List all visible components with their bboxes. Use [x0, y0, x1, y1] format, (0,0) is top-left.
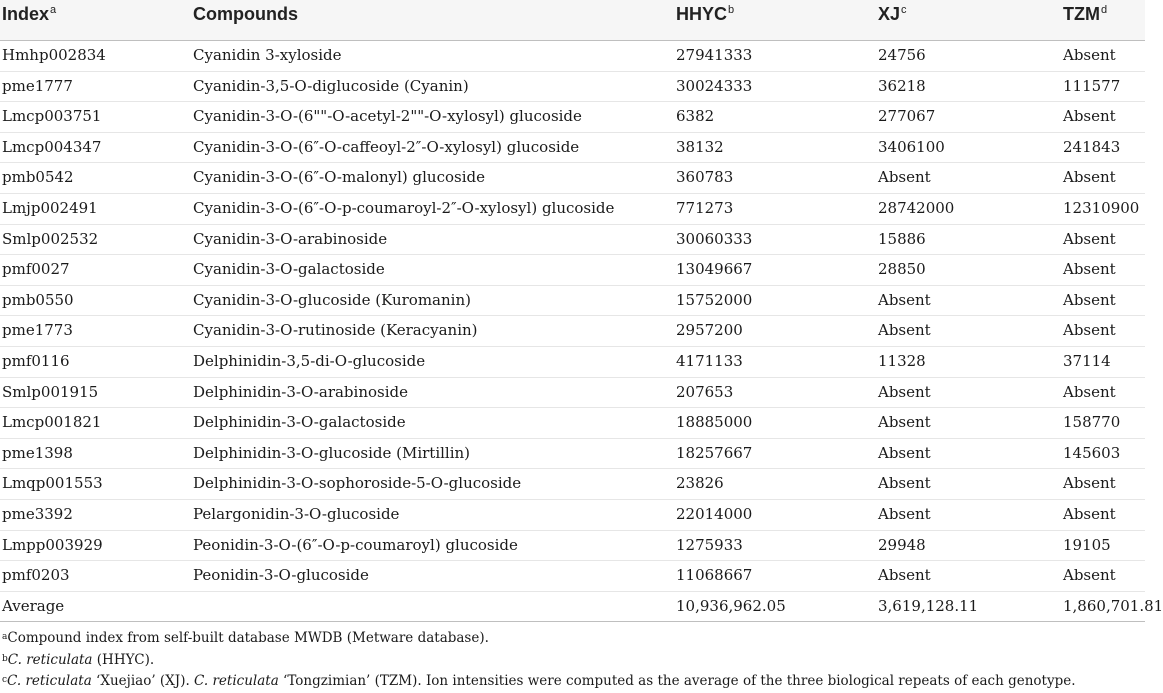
- cell-tzm: Absent: [1063, 566, 1116, 585]
- cell-compound: Peonidin-3-O-glucoside: [193, 566, 369, 585]
- table-row: [0, 133, 1145, 164]
- cell-tzm: Absent: [1063, 229, 1116, 248]
- average-row: [0, 592, 1163, 623]
- cell-tzm: 145603: [1063, 443, 1121, 462]
- cell-tzm: Absent: [1063, 46, 1116, 64]
- cell-compound: Cyanidin-3-O-glucoside (Kuromanin): [193, 290, 471, 309]
- cell-hhyc: 18257667: [676, 443, 753, 462]
- cell-compound: Delphinidin-3,5-di-O-glucoside: [193, 351, 426, 370]
- cell-hhyc: 23826: [676, 474, 724, 493]
- cell-tzm: Absent: [1063, 382, 1116, 401]
- cell-hhyc: 360783: [676, 168, 734, 187]
- cell-tzm: Absent: [1063, 168, 1116, 187]
- table-row: [0, 378, 1145, 409]
- cell-hhyc: 30024333: [676, 76, 753, 95]
- cell-compound: Pelargonidin-3-O-glucoside: [193, 504, 400, 523]
- table-row: [0, 408, 1145, 439]
- cell-xj: 36218: [878, 76, 926, 95]
- cell-hhyc: 1275933: [676, 535, 743, 554]
- table-row: [0, 439, 1145, 470]
- cell-compound: Delphinidin-3-O-glucoside (Mirtillin): [193, 443, 471, 462]
- table-row: [0, 194, 1145, 225]
- cell-tzm: Absent: [1063, 107, 1116, 126]
- cell-xj: 15886: [878, 229, 926, 248]
- cell-tzm: 158770: [1063, 413, 1121, 432]
- footnote-c: $^c$C. reticulata ‘Xuejiao’ (XJ). C. reticulata ‘Tongzimian’ (TZM). Ion intensities were computed as the average of the three biological repeats of each genotype.: [2, 673, 1076, 689]
- cell-xj: Absent: [878, 443, 931, 462]
- average-xj: 3,619,128.11: [878, 596, 979, 615]
- cell-index: pmb0550: [2, 290, 74, 309]
- cell-index: Lmcp003751: [2, 107, 102, 126]
- cell-tzm: 37114: [1063, 351, 1111, 370]
- cell-index: Lmpp003929: [2, 535, 103, 554]
- cell-compound: Cyanidin-3,5-O-diglucoside (Cyanin): [193, 76, 469, 95]
- cell-xj: 3406100: [878, 137, 945, 156]
- cell-xj: Absent: [878, 321, 931, 340]
- table-row: [0, 41, 1145, 72]
- average-tzm: 1,860,701.81: [1063, 596, 1163, 615]
- cell-hhyc: 22014000: [676, 504, 753, 523]
- cell-hhyc: 2957200: [676, 321, 743, 340]
- cell-index: Lmjp002491: [2, 198, 98, 217]
- cell-xj: Absent: [878, 382, 931, 401]
- cell-xj: 28742000: [878, 198, 955, 217]
- cell-tzm: 111577: [1063, 76, 1121, 95]
- cell-xj: Absent: [878, 413, 931, 432]
- cell-compound: Cyanidin-3-O-(6″-O-p-coumaroyl-2″-O-xylosyl) glucoside: [193, 198, 615, 217]
- cell-compound: Delphinidin-3-O-sophoroside-5-O-glucoside: [193, 474, 522, 493]
- cell-tzm: Absent: [1063, 290, 1116, 309]
- table-row: [0, 347, 1145, 378]
- cell-index: pmf0203: [2, 566, 70, 585]
- header-compounds: Compounds: [193, 4, 298, 24]
- cell-tzm: 241843: [1063, 137, 1121, 156]
- cell-index: pmf0027: [2, 260, 70, 279]
- cell-hhyc: 13049667: [676, 260, 753, 279]
- cell-compound: Cyanidin-3-O-arabinoside: [193, 229, 388, 248]
- cell-index: Smlp001915: [2, 382, 99, 401]
- cell-xj: 11328: [878, 351, 926, 370]
- cell-xj: Absent: [878, 290, 931, 309]
- table-row: [0, 72, 1145, 103]
- table-header: [0, 0, 1145, 41]
- cell-hhyc: 30060333: [676, 229, 753, 248]
- cell-xj: 24756: [878, 46, 926, 64]
- cell-index: pmb0542: [2, 168, 74, 187]
- cell-tzm: Absent: [1063, 321, 1116, 340]
- cell-tzm: Absent: [1063, 260, 1116, 279]
- cell-hhyc: 27941333: [676, 46, 753, 64]
- cell-hhyc: 15752000: [676, 290, 753, 309]
- footnotes: [2, 628, 1076, 693]
- footnote-a: $^a$Compound index from self-built database MWDB (Metware database).: [2, 630, 489, 646]
- cell-hhyc: 4171133: [676, 351, 743, 370]
- cell-index: pme1777: [2, 76, 73, 95]
- cell-xj: Absent: [878, 566, 931, 585]
- cell-index: pme1773: [2, 321, 73, 340]
- cell-hhyc: 11068667: [676, 566, 753, 585]
- table-row: [0, 163, 1145, 194]
- cell-compound: Cyanidin-3-O-(6″-O-caffeoyl-2″-O-xylosyl) glucoside: [193, 137, 580, 156]
- cell-index: Lmqp001553: [2, 474, 103, 493]
- table-row: [0, 286, 1145, 317]
- cell-xj: 277067: [878, 107, 936, 126]
- cell-compound: Cyanidin-3-O-(6″-O-malonyl) glucoside: [193, 168, 486, 187]
- cell-compound: Delphinidin-3-O-arabinoside: [193, 382, 408, 401]
- cell-xj: Absent: [878, 168, 931, 187]
- cell-hhyc: 18885000: [676, 413, 753, 432]
- cell-compound: Cyanidin-3-O-galactoside: [193, 260, 385, 279]
- cell-compound: Delphinidin-3-O-galactoside: [193, 413, 406, 432]
- cell-xj: Absent: [878, 474, 931, 493]
- average-label: Average: [2, 596, 65, 615]
- table-row: [0, 500, 1145, 531]
- cell-index: pmf0116: [2, 351, 70, 370]
- table-row: [0, 225, 1145, 256]
- cell-hhyc: 771273: [676, 198, 734, 217]
- cell-tzm: 19105: [1063, 535, 1111, 554]
- header-xj: $XJ^c$: [878, 4, 907, 24]
- cell-hhyc: 207653: [676, 382, 734, 401]
- cell-compound: Peonidin-3-O-(6″-O-p-coumaroyl) glucoside: [193, 535, 518, 554]
- cell-index: Lmcp001821: [2, 413, 102, 432]
- table-row: [0, 561, 1145, 592]
- cell-xj: Absent: [878, 504, 931, 523]
- table-row: [0, 469, 1145, 500]
- table-row: [0, 255, 1145, 286]
- cell-index: pme3392: [2, 504, 73, 523]
- footnote-b: $^b$C. reticulata (HHYC).: [2, 651, 155, 668]
- cell-index: Lmcp004347: [2, 137, 102, 156]
- cell-xj: 29948: [878, 535, 926, 554]
- table-row: [0, 531, 1145, 562]
- cell-compound: Cyanidin 3-xyloside: [193, 46, 342, 64]
- cell-tzm: Absent: [1063, 504, 1116, 523]
- table-body: [0, 41, 1145, 592]
- cell-index: Hmhp002834: [2, 46, 106, 64]
- cell-index: Smlp002532: [2, 229, 99, 248]
- cell-hhyc: 38132: [676, 137, 724, 156]
- cell-compound: Cyanidin-3-O-(6""-O-acetyl-2""-O-xylosyl) glucoside: [193, 107, 582, 126]
- cell-hhyc: 6382: [676, 107, 715, 126]
- cell-tzm: 12310900: [1063, 198, 1140, 217]
- cell-compound: Cyanidin-3-O-rutinoside (Keracyanin): [193, 321, 478, 340]
- cell-tzm: Absent: [1063, 474, 1116, 493]
- table-row: [0, 102, 1145, 133]
- header-index: Index$^a$: [2, 4, 57, 24]
- header-tzm: TZM$^d$: [1063, 4, 1108, 24]
- header-hhyc: HHYC$^b$: [676, 4, 735, 24]
- cell-xj: 28850: [878, 260, 926, 279]
- cell-index: pme1398: [2, 443, 73, 462]
- average-hhyc: 10,936,962.05: [676, 596, 786, 615]
- table-row: [0, 316, 1145, 347]
